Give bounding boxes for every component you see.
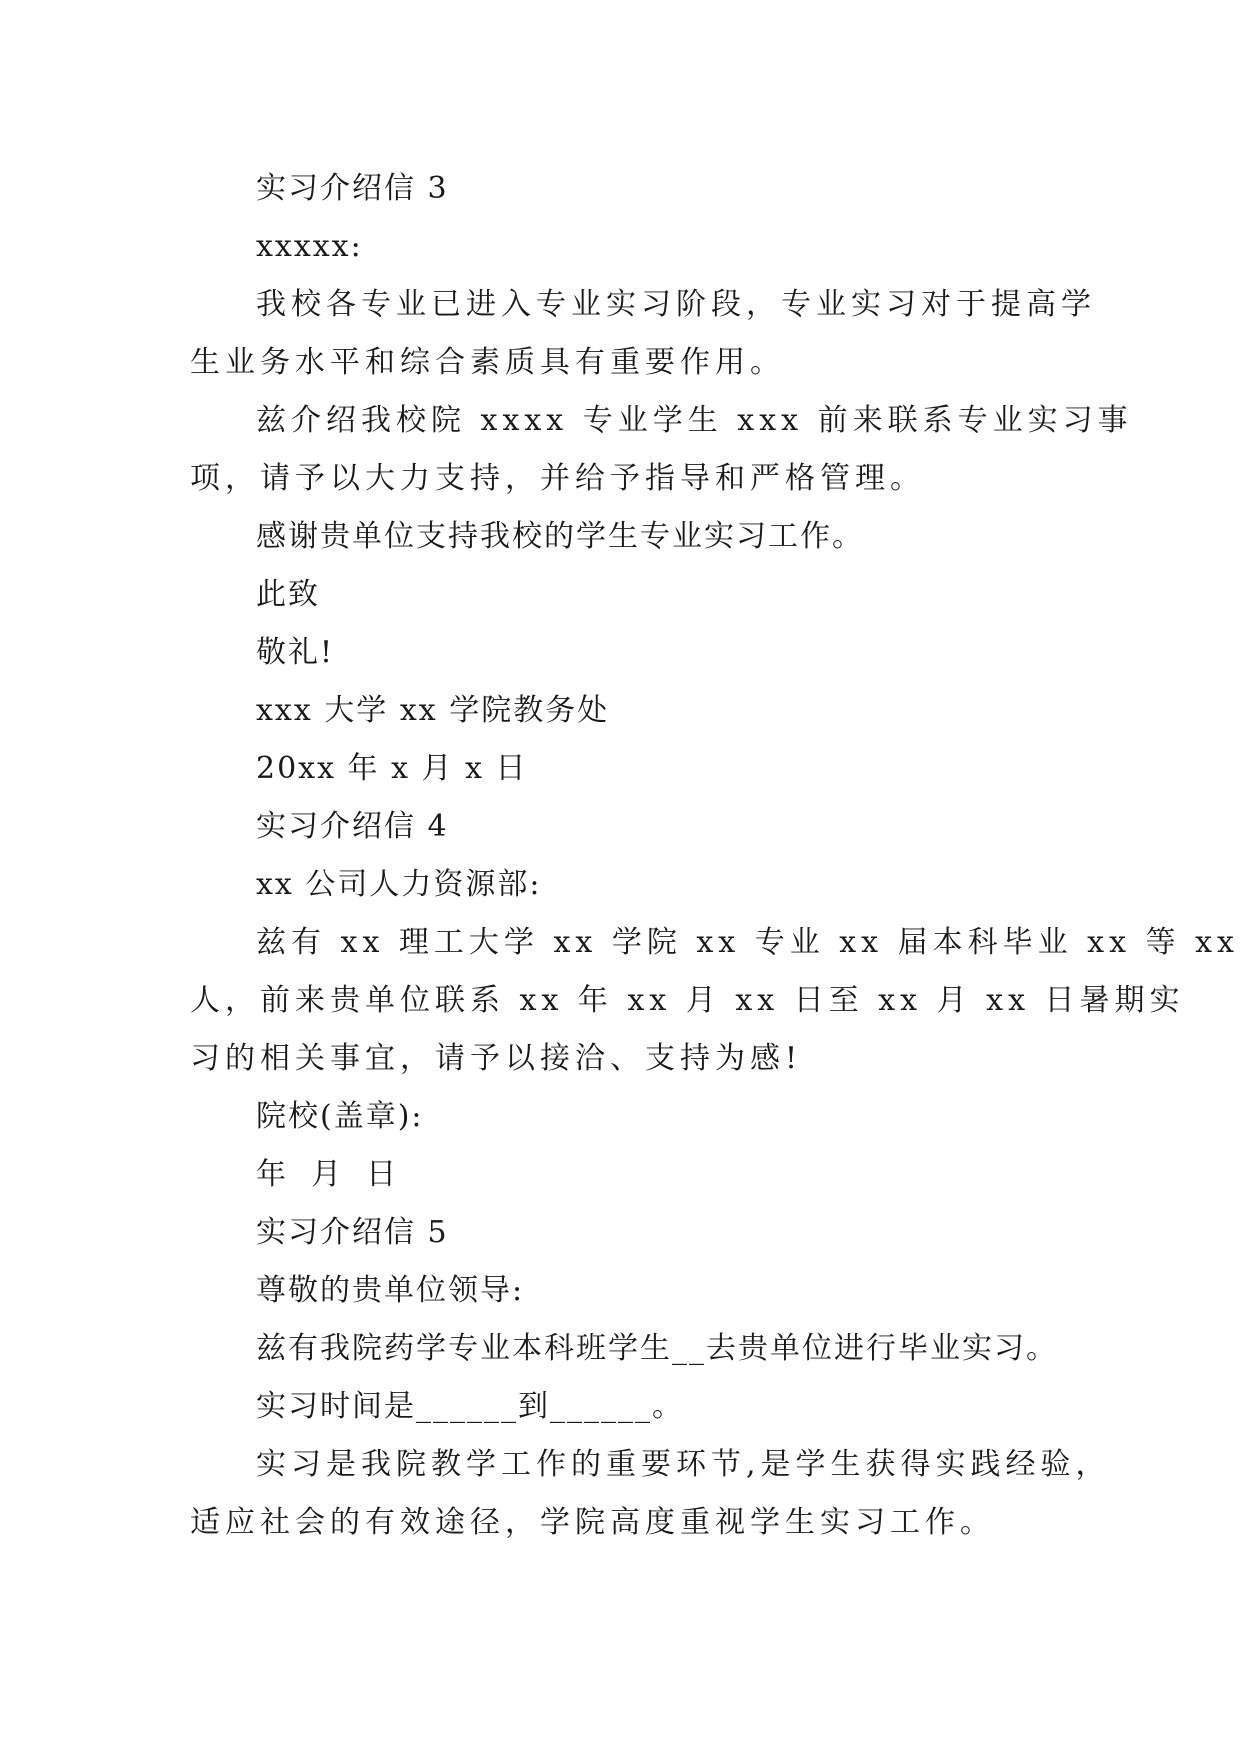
letter3-paragraph-3: 感谢贵单位支持我校的学生专业实习工作。 xyxy=(256,519,864,554)
letter3-paragraph-1 xyxy=(190,276,1096,392)
letter3-signature: xxx 大学 xx 学院教务处 xyxy=(256,693,610,728)
letter3-title: 实习介绍信 3 xyxy=(256,171,449,206)
letter4-p1-line1: 兹有 xx 理工大学 xx 学院 xx 专业 xx 届本科毕业 xx 等 xx xyxy=(256,925,1239,960)
letter5-paragraph-3 xyxy=(190,1436,1111,1552)
letter5-p3-line1: 实习是我院教学工作的重要环节,是学生获得实践经验， xyxy=(256,1447,1111,1482)
letter3-closing-1: 此致 xyxy=(256,577,320,612)
document-page xyxy=(190,160,1239,1552)
letter5-title: 实习介绍信 5 xyxy=(256,1215,449,1250)
letter4-stamp: 院校(盖章): xyxy=(256,1099,424,1134)
letter3-p2-line2: 项，请予以大力支持，并给予指导和严格管理。 xyxy=(190,461,925,496)
letter5-p3-line2: 适应社会的有效途径，学院高度重视学生实习工作。 xyxy=(190,1505,995,1540)
letter5-paragraph-2: 实习时间是______到______。 xyxy=(256,1389,684,1424)
letter3-salutation: xxxxx: xyxy=(256,229,363,264)
letter5-salutation: 尊敬的贵单位领导: xyxy=(256,1273,525,1308)
letter4-salutation: xx 公司人力资源部: xyxy=(256,867,542,902)
letter3-p1-line1: 我校各专业已进入专业实习阶段，专业实习对于提高学 xyxy=(256,287,1096,322)
letter4-date: 年 月 日 xyxy=(256,1157,399,1192)
letter3-p1-line2: 生业务水平和综合素质具有重要作用。 xyxy=(190,345,785,380)
letter4-paragraph-1 xyxy=(190,914,1239,1088)
letter4-p1-line3: 习的相关事宜，请予以接洽、支持为感! xyxy=(190,1041,803,1076)
letter4-title: 实习介绍信 4 xyxy=(256,809,449,844)
letter5-paragraph-1: 兹有我院药学专业本科班学生__去贵单位进行毕业实习。 xyxy=(256,1331,1058,1366)
letter4-p1-line2: 人，前来贵单位联系 xx 年 xx 月 xx 日至 xx 月 xx 日暑期实 xyxy=(190,983,1185,1018)
letter3-closing-2: 敬礼! xyxy=(256,635,335,670)
letter3-paragraph-2 xyxy=(190,392,1133,508)
letter3-p2-line1: 兹介绍我校院 xxxx 专业学生 xxx 前来联系专业实习事 xyxy=(256,403,1133,438)
letter3-date: 20xx 年 x 月 x 日 xyxy=(256,751,528,786)
